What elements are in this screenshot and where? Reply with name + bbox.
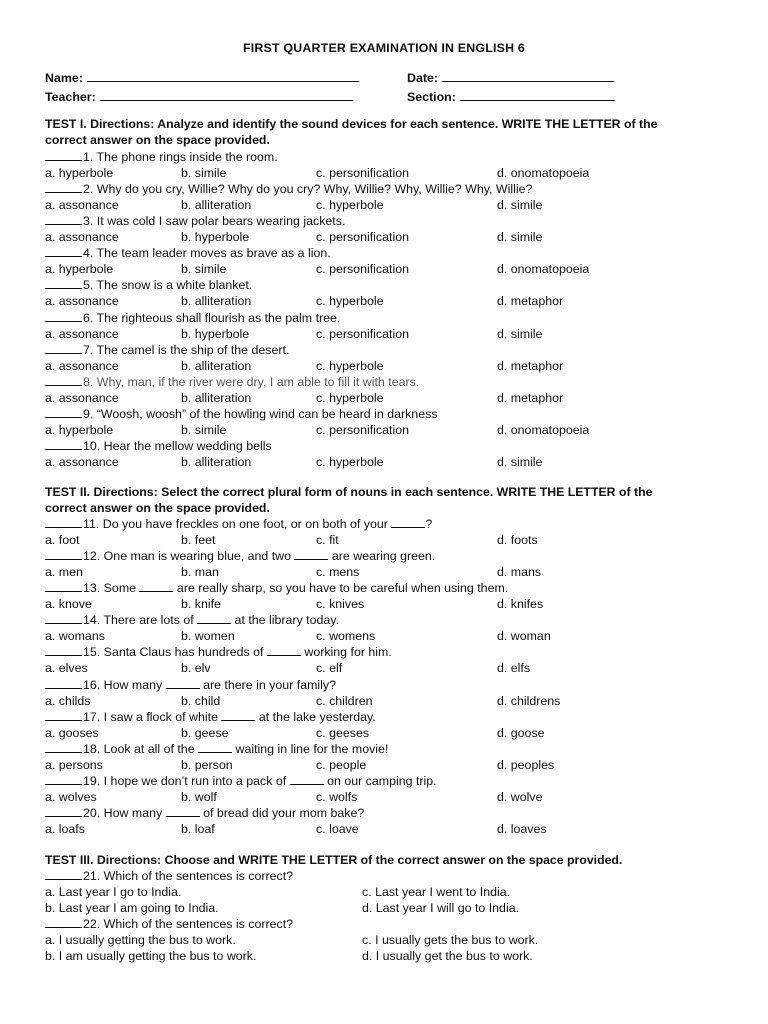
question xyxy=(45,677,336,693)
question-text: 13. Some xyxy=(83,581,140,596)
answer-option: b. alliteration xyxy=(181,358,252,373)
answer-option: b. elv xyxy=(181,661,211,676)
test3-directions: TEST III. Directions: Choose and WRITE THE LETTER of the correct answer on the space provided. xyxy=(45,853,623,867)
question-text: 4. The team leader moves as brave as a lion. xyxy=(83,246,331,261)
inline-blank xyxy=(294,548,328,560)
answer-option: d. goose xyxy=(497,725,545,740)
answer-option: a. hyperbole xyxy=(45,262,114,277)
inline-blank xyxy=(166,677,200,689)
answer-option: a. hyperbole xyxy=(45,422,114,437)
answer-option: a. elves xyxy=(45,661,88,676)
answer-option: c. hyperbole xyxy=(316,198,384,213)
answer-option: a. wolves xyxy=(45,789,97,804)
test2-directions: TEST II. Directions: Select the correct plural form of nouns in each sentence. WRITE THE LETTER of the correct answer on the space provided. xyxy=(45,485,653,515)
answer-blank[interactable] xyxy=(45,516,82,528)
answer-blank[interactable] xyxy=(45,677,82,689)
answer-option: c. hyperbole xyxy=(316,294,384,309)
answer-option: c. loave xyxy=(316,821,359,836)
answer-option: b. alliteration xyxy=(181,294,252,309)
answer-option: a. Last year I go to India. xyxy=(45,885,182,899)
answer-option: b. simile xyxy=(181,166,227,180)
answer-option: c. people xyxy=(316,757,367,772)
answer-option: d. metaphor xyxy=(497,294,564,309)
question xyxy=(45,868,293,884)
question-text: of bread did your mom bake? xyxy=(199,805,365,820)
date-field[interactable] xyxy=(407,70,614,85)
answer-option: c. personification xyxy=(316,230,409,245)
answer-blank[interactable] xyxy=(45,773,82,785)
question-text: 20. How many xyxy=(83,805,166,820)
inline-blank xyxy=(166,805,200,817)
answer-option: c. geeses xyxy=(316,725,370,740)
question xyxy=(45,773,437,789)
answer-option: a. persons xyxy=(45,757,103,772)
question xyxy=(45,406,437,422)
question-text: 16. How many xyxy=(83,677,166,692)
question-text: 6. The righteous shall flourish as the palm tree. xyxy=(83,310,341,325)
answer-option: a. childs xyxy=(45,693,91,708)
answer-option: b. child xyxy=(181,693,221,708)
answer-option: c. fit xyxy=(316,533,339,547)
answer-option: a. assonance xyxy=(45,198,119,213)
question-text: ? xyxy=(425,517,433,531)
question-text: 8. Why, man, if the river were dry, I am able to fill it with tears. xyxy=(83,374,420,389)
question xyxy=(45,644,392,660)
answer-option: c. personification xyxy=(316,166,409,180)
answer-option: d. mans xyxy=(497,565,542,580)
answer-option: d. knifes xyxy=(497,597,544,612)
question xyxy=(45,149,278,165)
question-text: 10. Hear the mellow wedding bells xyxy=(83,438,272,453)
answer-option: c. personification xyxy=(316,262,409,277)
answer-option: a. foot xyxy=(45,533,80,547)
question xyxy=(45,374,419,390)
inline-blank xyxy=(197,612,231,624)
question xyxy=(45,277,252,293)
name-field[interactable] xyxy=(45,70,359,85)
answer-option: a. assonance xyxy=(45,326,119,341)
answer-option: d. elfs xyxy=(497,661,531,676)
answer-option: c. hyperbole xyxy=(316,358,384,373)
answer-option: b. feet xyxy=(181,533,216,547)
question-text: are there in your family? xyxy=(199,677,336,692)
question-text: 3. It was cold I saw polar bears wearing jackets. xyxy=(83,214,346,229)
answer-option: d. loaves xyxy=(497,821,547,836)
answer-blank[interactable] xyxy=(45,245,82,257)
answer-option: b. Last year I am going to India. xyxy=(45,901,219,915)
question xyxy=(45,741,388,757)
answer-option: d. simile xyxy=(497,230,543,245)
question xyxy=(45,181,532,197)
answer-blank[interactable] xyxy=(45,612,82,624)
answer-option: d. onomatopoeia xyxy=(497,166,590,180)
section-label: Section: xyxy=(407,90,456,104)
inline-blank xyxy=(290,773,324,785)
question xyxy=(45,805,364,821)
answer-option: d. peoples xyxy=(497,757,555,772)
answer-option: a. assonance xyxy=(45,358,119,373)
answer-option: c. hyperbole xyxy=(316,454,384,469)
answer-option: b. simile xyxy=(181,262,227,277)
answer-option: c. knives xyxy=(316,597,365,612)
answer-option: a. men xyxy=(45,565,83,580)
question-text: 21. Which of the sentences is correct? xyxy=(83,869,294,883)
question-text: 15. Santa Claus has hundreds of xyxy=(83,645,267,660)
answer-option: a. assonance xyxy=(45,230,119,245)
answer-option: b. alliteration xyxy=(181,454,252,469)
answer-option: d. simile xyxy=(497,326,543,341)
answer-option: d. Last year I will go to India. xyxy=(362,901,520,915)
inline-blank xyxy=(391,516,425,528)
answer-option: b. geese xyxy=(181,725,229,740)
answer-option: b. loaf xyxy=(181,821,215,836)
exam-title: FIRST QUARTER EXAMINATION IN ENGLISH 6 xyxy=(242,41,526,55)
answer-option: a. I usually getting the bus to work. xyxy=(45,933,236,948)
answer-blank[interactable] xyxy=(45,805,82,817)
answer-blank[interactable] xyxy=(45,406,82,418)
question xyxy=(45,213,345,229)
answer-option: d. metaphor xyxy=(497,390,564,405)
answer-option: d. woman xyxy=(497,629,551,644)
question xyxy=(45,438,272,454)
answer-option: a. assonance xyxy=(45,294,119,309)
question-text: 14. There are lots of xyxy=(83,613,198,628)
section-field[interactable] xyxy=(407,89,615,104)
answer-blank[interactable] xyxy=(45,916,82,928)
answer-option: d. childrens xyxy=(497,693,561,708)
question xyxy=(45,916,293,932)
answer-blank[interactable] xyxy=(45,181,82,193)
test1-directions: TEST I. Directions: Analyze and identify the sound devices for each sentence. WRITE THE LETTER of the correct answer on the space provided. xyxy=(45,117,658,147)
question-text: 2. Why do you cry, Willie? Why do you cry? Why, Willie? Why, Willie? Why, Willie? xyxy=(83,182,533,197)
question xyxy=(45,580,508,596)
answer-option: b. alliteration xyxy=(181,198,252,213)
name-label: Name: xyxy=(45,71,83,85)
answer-option: c. personification xyxy=(316,326,409,341)
answer-option: b. man xyxy=(181,565,219,580)
answer-blank[interactable] xyxy=(45,868,82,880)
question-text: 9. “Woosh, woosh” of the howling wind can be heard in darkness xyxy=(83,406,438,421)
answer-blank[interactable] xyxy=(45,709,82,721)
answer-option: a. womans xyxy=(45,629,105,644)
answer-blank[interactable] xyxy=(45,548,82,560)
answer-blank[interactable] xyxy=(45,310,82,322)
teacher-field[interactable] xyxy=(45,89,353,104)
question xyxy=(45,709,376,725)
question-text: at the lake yesterday. xyxy=(255,709,376,724)
answer-blank[interactable] xyxy=(45,277,82,289)
question-text: on our camping trip. xyxy=(323,773,437,788)
answer-option: a. assonance xyxy=(45,454,119,469)
question-text: 17. I saw a flock of white xyxy=(83,709,222,724)
answer-option: d. wolve xyxy=(497,789,543,804)
answer-option: c. personification xyxy=(316,422,409,437)
answer-option: b. knife xyxy=(181,597,221,612)
answer-option: a. gooses xyxy=(45,725,99,740)
answer-blank[interactable] xyxy=(45,149,82,161)
answer-blank[interactable] xyxy=(45,342,82,354)
answer-option: d. foots xyxy=(497,533,538,547)
inline-blank xyxy=(221,709,255,721)
answer-blank[interactable] xyxy=(45,374,82,386)
answer-blank[interactable] xyxy=(45,438,82,450)
answer-option: a. hyperbole xyxy=(45,166,114,180)
answer-blank[interactable] xyxy=(45,580,82,592)
answer-option: b. I am usually getting the bus to work. xyxy=(45,949,257,964)
question-text: 12. One man is wearing blue, and two xyxy=(83,549,295,564)
answer-option: b. women xyxy=(181,629,235,644)
question xyxy=(45,342,289,358)
question xyxy=(45,310,340,326)
answer-option: c. elf xyxy=(316,661,343,676)
answer-option: c. hyperbole xyxy=(316,390,384,405)
answer-option: c. wolfs xyxy=(316,789,358,804)
answer-option: a. assonance xyxy=(45,390,119,405)
question xyxy=(45,612,339,628)
answer-option: b. alliteration xyxy=(181,390,252,405)
question-text: 5. The snow is a white blanket. xyxy=(83,278,253,293)
answer-blank[interactable] xyxy=(45,213,82,225)
inline-blank xyxy=(267,644,301,656)
answer-option: b. simile xyxy=(181,422,227,437)
answer-option: b. person xyxy=(181,757,233,772)
answer-option: c. I usually gets the bus to work. xyxy=(362,933,539,948)
answer-option: a. loafs xyxy=(45,821,85,836)
answer-option: c. womens xyxy=(316,629,376,644)
question xyxy=(45,516,432,532)
question-text: 11. Do you have freckles on one foot, or on both of your xyxy=(83,517,392,531)
question-text: 18. Look at all of the xyxy=(83,741,199,756)
answer-option: b. hyperbole xyxy=(181,230,250,245)
question xyxy=(45,245,331,261)
answer-option: d. simile xyxy=(497,198,543,213)
answer-option: c. children xyxy=(316,693,373,708)
question-text: 7. The camel is the ship of the desert. xyxy=(83,342,290,357)
question-text: working for him. xyxy=(300,645,392,660)
question-text: waiting in line for the movie! xyxy=(232,741,389,756)
question-text: 1. The phone rings inside the room. xyxy=(83,150,278,164)
answer-option: d. metaphor xyxy=(497,358,564,373)
answer-option: b. hyperbole xyxy=(181,326,250,341)
answer-option: b. wolf xyxy=(181,789,217,804)
answer-option: a. knove xyxy=(45,597,92,612)
answer-option: d. simile xyxy=(497,454,543,469)
answer-option: c. Last year I went to India. xyxy=(362,885,511,899)
inline-blank xyxy=(198,741,232,753)
date-label: Date: xyxy=(407,71,438,85)
question-text: 19. I hope we don’t run into a pack of xyxy=(83,773,290,788)
answer-blank[interactable] xyxy=(45,644,82,656)
question-text: are really sharp, so you have to be careful when using them. xyxy=(173,581,509,596)
question-text: are wearing green. xyxy=(328,549,436,564)
answer-option: d. onomatopoeia xyxy=(497,262,590,277)
answer-option: d. I usually get the bus to work. xyxy=(362,949,533,964)
answer-option: c. mens xyxy=(316,565,360,580)
inline-blank xyxy=(139,580,173,592)
answer-option: d. onomatopoeia xyxy=(497,422,590,437)
question-text: at the library today. xyxy=(231,613,340,628)
teacher-label: Teacher: xyxy=(45,90,96,104)
question xyxy=(45,548,435,564)
answer-blank[interactable] xyxy=(45,741,82,753)
question-text: 22. Which of the sentences is correct? xyxy=(83,917,294,932)
